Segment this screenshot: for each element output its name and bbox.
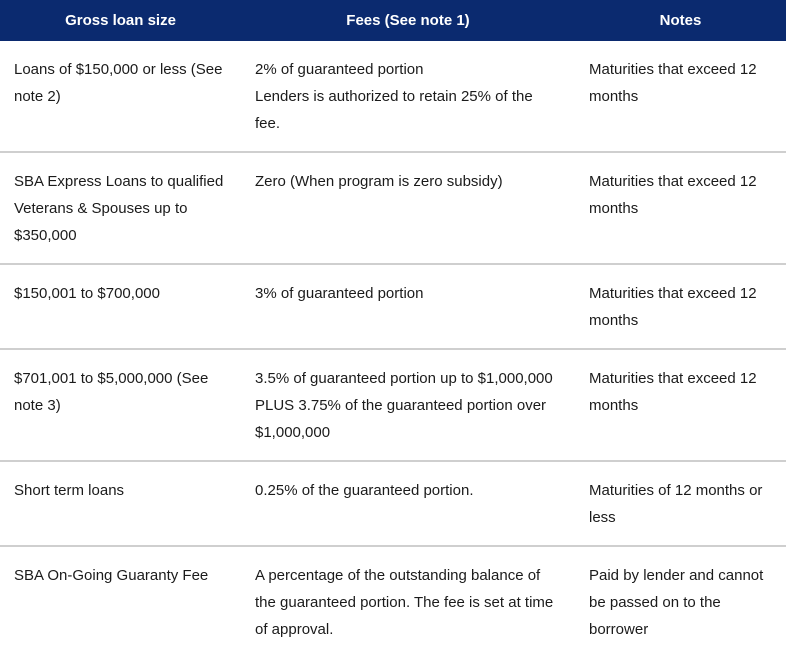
table-row (0, 349, 786, 461)
cell-notes: Maturities that exceed 12 months (575, 264, 786, 349)
table-row (0, 264, 786, 349)
cell-loan-size: SBA Express Loans to qualified Veterans & Spouses up to $350,000 (0, 152, 241, 264)
cell-fees (241, 349, 575, 461)
cell-loan-size: Short term loans (0, 461, 241, 546)
table-row (0, 152, 786, 264)
table-body (0, 41, 786, 657)
fee-line: Zero (When program is zero subsidy) (255, 173, 503, 190)
fee-line: Lenders is authorized to retain 25% of the fee. (255, 88, 533, 132)
cell-fees (241, 546, 575, 657)
fee-line: A percentage of the outstanding balance of the guaranteed portion. The fee is set at time of approval. (255, 567, 554, 638)
cell-notes: Maturities that exceed 12 months (575, 349, 786, 461)
table-header (0, 0, 786, 41)
fee-line: 0.25% of the guaranteed portion. (255, 482, 474, 499)
table-row (0, 461, 786, 546)
cell-loan-size: $150,001 to $700,000 (0, 264, 241, 349)
cell-fees (241, 461, 575, 546)
cell-loan-size: SBA On-Going Guaranty Fee (14, 567, 209, 584)
header-fees: Fees (See note 1) (241, 0, 575, 41)
cell-fees (241, 152, 575, 264)
cell-notes: Paid by lender and cannot be passed on to the borrower (589, 567, 764, 638)
cell-notes: Maturities that exceed 12 months (575, 152, 786, 264)
fee-line: 2% of guaranteed portion (255, 61, 424, 78)
cell-notes: Maturities that exceed 12 months (575, 41, 786, 152)
table-row (0, 41, 786, 152)
header-gross-loan-size: Gross loan size (0, 0, 241, 41)
cell-fees (241, 264, 575, 349)
fee-line: 3.5% of guaranteed portion up to $1,000,000 (255, 370, 553, 387)
header-row (0, 0, 786, 41)
cell-fees (241, 41, 575, 152)
table-row (0, 546, 786, 657)
header-notes: Notes (575, 0, 786, 41)
fee-line: PLUS 3.75% of the guaranteed portion over $1,000,000 (255, 397, 547, 441)
cell-loan-size: $701,001 to $5,000,000 (See note 3) (0, 349, 241, 461)
cell-notes: Maturities of 12 months or less (575, 461, 786, 546)
fee-line: 3% of guaranteed portion (255, 285, 424, 302)
cell-loan-size: Loans of $150,000 or less (See note 2) (0, 41, 241, 152)
